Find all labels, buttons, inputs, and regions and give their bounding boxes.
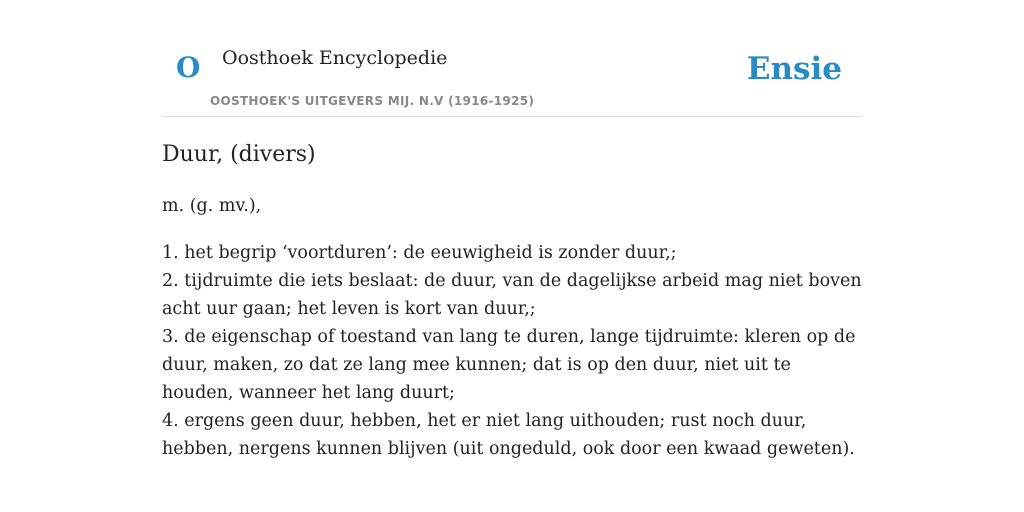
site-title-link[interactable]: Oosthoek Encyclopedie: [222, 47, 448, 69]
entry-grammar: m. (g. mv.),: [162, 196, 262, 216]
definition-item: 4. ergens geen duur, hebben, het er niet lang uithouden; rust noch duur, hebben, nergens kunnen blijven (uit ongeduld, ook door een kwaad geweten).: [162, 411, 855, 459]
definition-item: 1. het begrip ‘voortduren’: de eeuwigheid is zonder duur,;: [162, 243, 677, 263]
page: [162, 0, 862, 512]
logo-icon[interactable]: O: [176, 51, 201, 84]
definition-list: [162, 239, 862, 463]
entry-title: Duur, (divers): [162, 142, 316, 167]
site-header: [162, 0, 862, 117]
definition-item: 2. tijdruimte die iets beslaat: de duur, van de dagelijkse arbeid mag niet boven acht uur gaan; het leven is kort van duur,;: [162, 271, 862, 319]
publisher-label: OOSTHOEK'S UITGEVERS MIJ. N.V (1916-1925): [210, 94, 535, 108]
brand-logo-link[interactable]: Ensie: [746, 51, 842, 87]
definition-item: 3. de eigenschap of toestand van lang te duren, lange tijdruimte: kleren op de duur, maken, zo dat ze lang mee kunnen; dat is op den duur, niet uit te houden, wanneer het lang duurt;: [162, 327, 856, 403]
